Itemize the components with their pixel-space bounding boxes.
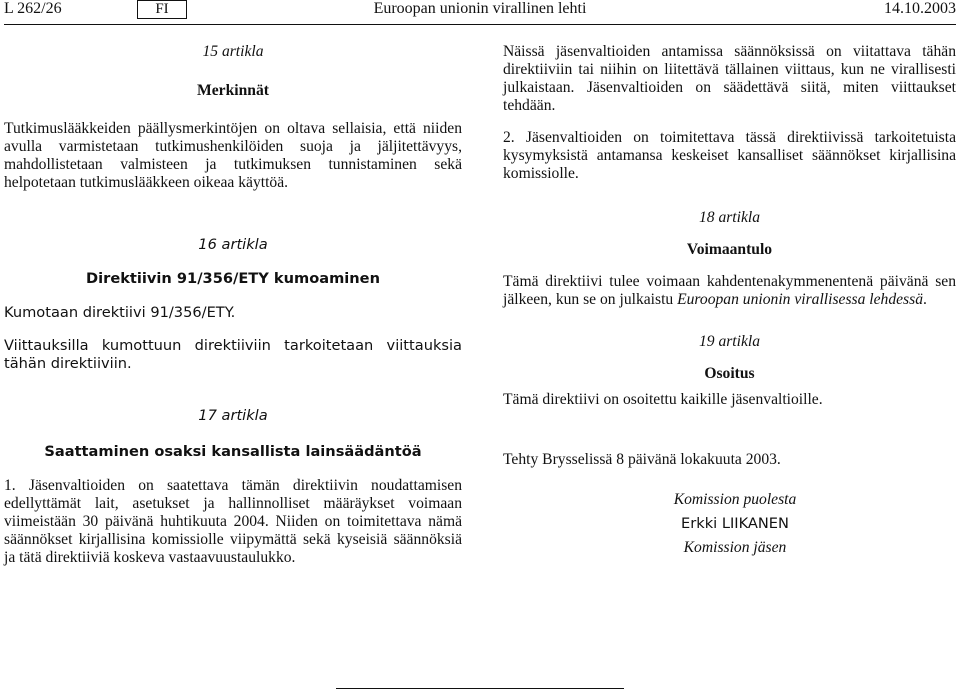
article-18-text-start: Tämä direktiivi tulee voimaan kahdentenakymmenentenä päivänä sen jälkeen, kun se on julkaistu bbox=[503, 273, 956, 308]
signatory-name: Erkki LIIKANEN bbox=[681, 515, 789, 532]
article-18-heading: Voimaantulo bbox=[686, 241, 773, 258]
journal-reference: Euroopan unionin virallisessa lehdessä bbox=[677, 291, 923, 308]
article-17-paragraph-2: 2. Jäsenvaltioiden on toimitettava tässä direktiivissä tarkoitetuista kysymyksistä antamansa keskeiset kansalliset säännökset kirjallisina komissiolle. bbox=[503, 129, 956, 182]
article-18-title: 18 artikla bbox=[698, 209, 761, 226]
article-16-title: 16 artikla bbox=[198, 236, 268, 253]
article-15-heading: Merkinnät bbox=[197, 82, 269, 99]
article-18-text-end: . bbox=[923, 291, 927, 308]
signature-block bbox=[599, 491, 871, 557]
article-15-text: Tutkimuslääkkeiden päällysmerkintöjen on oltava sellaisia, että niiden avulla varmistetaan tutkimushenkilöiden suoja ja jäljitettävyys, mahdollistetaan valmisteen ja tutkimuksen tunnistaminen sekä helpotetaan tutkimuslääkkeen oikeaa käyttöä. bbox=[4, 120, 462, 191]
article-17-continuation: Näissä jäsenvaltioiden antamissa säännöksissä on viitattava tähän direktiiviin tai niihin on liitettävä tällainen viittaus, kun ne virallisesti julkaistaan. Jäsenvaltioiden on säädettävä siitä, miten viittaukset tehdään. bbox=[503, 43, 956, 114]
article-18-text bbox=[503, 273, 956, 309]
right-column bbox=[503, 43, 956, 557]
page-reference: L 262/26 bbox=[4, 0, 62, 17]
signatory-role: Komission jäsen bbox=[683, 539, 787, 556]
left-column bbox=[4, 43, 462, 567]
article-17-title: 17 artikla bbox=[198, 407, 268, 424]
done-at-line: Tehty Brysselissä 8 päivänä lokakuuta 2003. bbox=[503, 451, 781, 468]
page-header bbox=[4, 0, 956, 26]
article-19-heading: Osoitus bbox=[704, 365, 755, 382]
signature-on-behalf: Komission puolesta bbox=[673, 491, 797, 508]
article-19-title: 19 artikla bbox=[698, 333, 761, 350]
article-16-paragraph-2: Viittauksilla kumottuun direktiiviin tarkoitetaan viittauksia tähän direktiiviin. bbox=[4, 337, 462, 372]
article-15-title: 15 artikla bbox=[202, 43, 264, 60]
article-19-text: Tämä direktiivi on osoitettu kaikille jäsenvaltioille. bbox=[503, 391, 823, 408]
header-rule bbox=[4, 24, 956, 25]
language-code-box: FI bbox=[137, 0, 187, 19]
publication-date: 14.10.2003 bbox=[884, 0, 956, 17]
article-17-heading: Saattaminen osaksi kansallista lainsäädäntöä bbox=[44, 443, 422, 460]
article-17-paragraph-1: 1. Jäsenvaltioiden on saatettava tämän direktiivin noudattamisen edellyttämät lait, asetukset ja hallinnolliset määräykset voimaan viimeistään 30 päivänä huhtikuuta 2004. Niiden on toimitettava nämä säännökset kirjallisina komissiolle viipymättä sekä kyseisiä säännöksiä ja tätä direktiiviä koskeva vastaavuustaulukko. bbox=[4, 477, 462, 566]
article-16-paragraph-1: Kumotaan direktiivi 91/356/ETY. bbox=[4, 304, 236, 321]
footer-rule bbox=[336, 688, 624, 689]
journal-title: Euroopan unionin virallinen lehti bbox=[373, 0, 587, 17]
article-16-heading: Direktiivin 91/356/ETY kumoaminen bbox=[86, 270, 380, 287]
